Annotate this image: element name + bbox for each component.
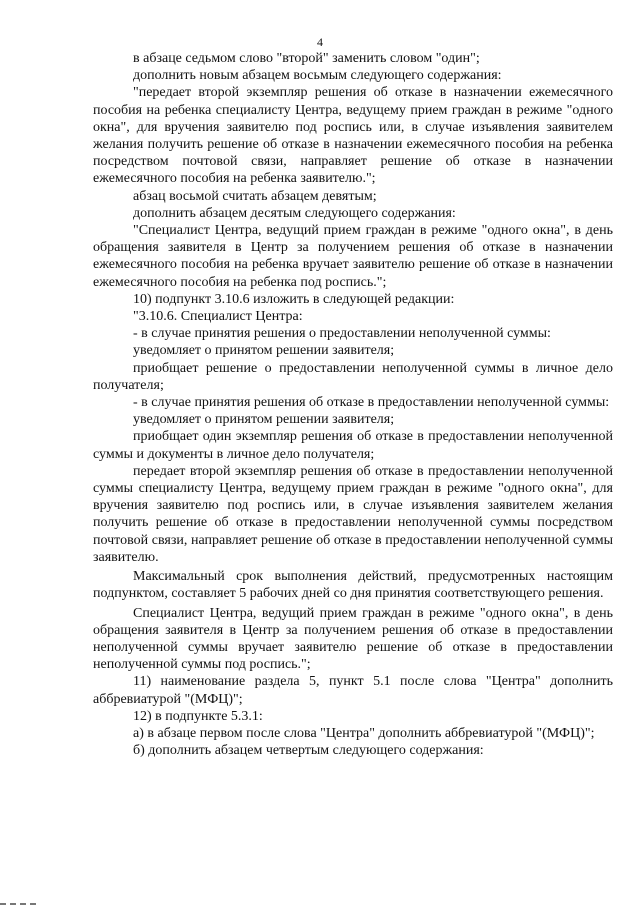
paragraph: уведомляет о принятом решении заявителя; — [133, 343, 395, 359]
paragraph: дополнить абзацем десятым следующего содержания: — [133, 205, 456, 221]
paragraph: дополнить новым абзацем восьмым следующего содержания: — [133, 68, 502, 84]
paragraph: б) дополнить абзацем четвертым следующего содержания: — [133, 743, 484, 759]
paragraph: "3.10.6. Специалист Центра: — [133, 309, 303, 325]
paragraph: - в случае принятия решения об отказе в предоставлении неполученной суммы: — [133, 395, 610, 411]
paragraph: 11) наименование раздела 5, пункт 5.1 после слова "Центра" дополнить аббревиатурой "(МФЦ)"; — [93, 674, 613, 707]
paragraph: 10) подпункт 3.10.6 изложить в следующей редакции: — [133, 291, 455, 307]
paragraph: "передает второй экземпляр решения об отказе в назначении ежемесячного пособия на ребенка специалисту Центра, ведущему прием граждан в режиме "одного окна", для вручения заявителю под роспись или, в случае изъявления заявителем желания получить решение об отказе в назначении ежемесячного пособия на ребенка посредством почтовой связи, направляет решение об отказе в назначении ежемесячного пособия на ребенка заявителю."; — [93, 85, 613, 187]
scan-edge-mark — [0, 900, 36, 905]
paragraph: а) в абзаце первом после слова "Центра" дополнить аббревиатурой "(МФЦ)"; — [133, 725, 595, 741]
paragraph: уведомляет о принятом решении заявителя; — [133, 412, 395, 428]
paragraph: передает второй экземпляр решения об отказе в предоставлении неполученной суммы специалисту Центра, ведущему прием граждан в режиме "одного окна", для вручения заявителю под роспись или, в случае изъявления заявителем желания получить решение об отказе в предоставлении неполученной суммы посредством почтовой связи, направляет решение об отказе в предоставлении неполученной суммы заявителю. — [93, 463, 613, 565]
page-number: 4 — [317, 35, 323, 49]
paragraph: приобщает один экземпляр решения об отказе в предоставлении неполученной суммы и документы в личное дело получателя; — [93, 429, 613, 462]
paragraph: - в случае принятия решения о предоставлении неполученной суммы: — [133, 326, 551, 342]
paragraph: 12) в подпункте 5.3.1: — [133, 708, 263, 724]
paragraph: в абзаце седьмом слово "второй" заменить словом "один"; — [133, 51, 480, 66]
paragraph: приобщает решение о предоставлении неполученной суммы в личное дело получателя; — [93, 360, 613, 393]
paragraph: "Специалист Центра, ведущий прием граждан в режиме "одного окна", в день обращения заявителя в Центр за получением решения об отказе в назначении ежемесячного пособия на ребенка вручает заявителю решение об отказе в назначении ежемесячного пособия на ребенка под роспись."; — [93, 223, 613, 290]
paragraph: Максимальный срок выполнения действий, предусмотренных настоящим подпунктом, составляет 5 рабочих дней со дня принятия соответствующего решения. — [93, 569, 613, 602]
document-body — [93, 50, 613, 759]
paragraph: Специалист Центра, ведущий прием граждан в режиме "одного окна", в день обращения заявителя в Центр за получением решения об отказе в предоставлении неполученной суммы вручает заявителю решение об отказе в предоставлении неполученной суммы под роспись."; — [93, 605, 613, 673]
paragraph: абзац восьмой считать абзацем девятым; — [133, 188, 377, 204]
